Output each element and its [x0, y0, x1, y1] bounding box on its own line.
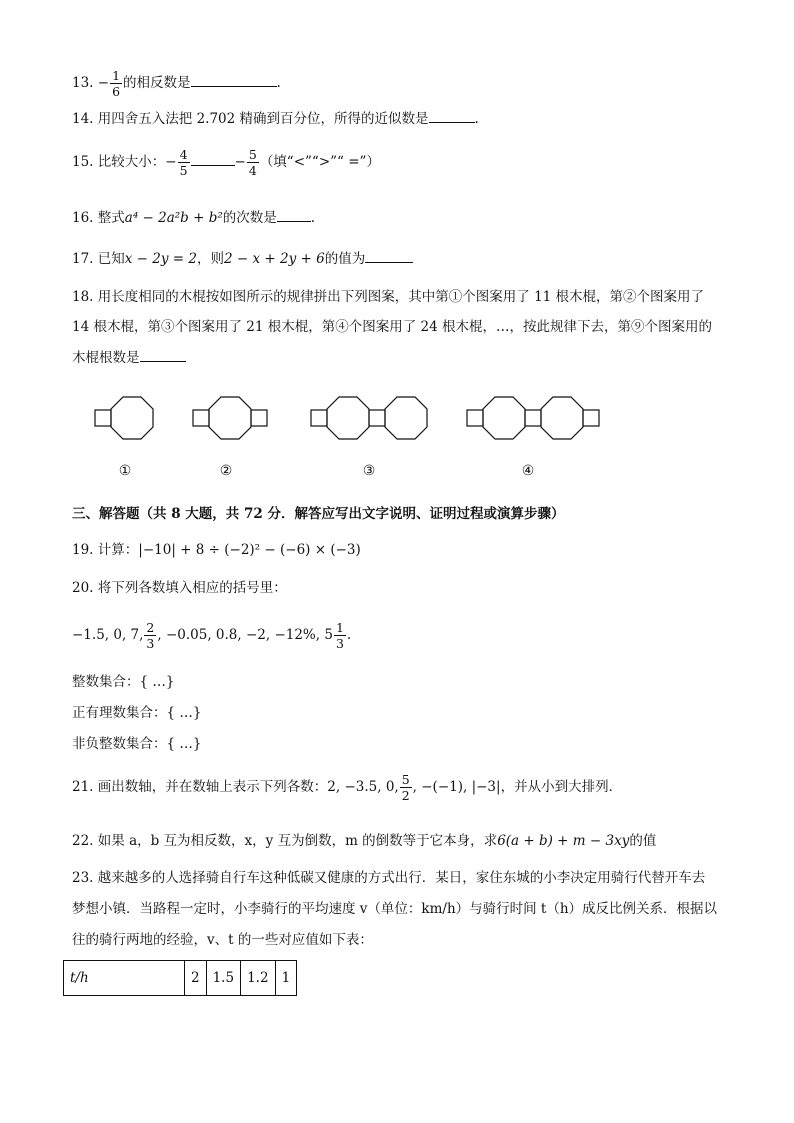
- question-23-line2: [72, 899, 717, 919]
- period: .: [276, 75, 281, 91]
- fraction: [247, 147, 259, 178]
- question-text: 将下列各数填入相应的括号里：: [97, 580, 287, 596]
- math-expression: 2 − x + 2y + 6: [224, 251, 325, 267]
- table-cell: 1.2: [241, 961, 275, 996]
- answer-blank[interactable]: [140, 347, 186, 362]
- square-shape: [369, 410, 385, 426]
- number-text: −1.5, 0, 7,: [72, 627, 144, 643]
- octagon-shape: [209, 397, 251, 439]
- question-number: 19.: [72, 542, 94, 558]
- question-text: 计算：: [97, 542, 139, 558]
- fraction: [400, 772, 412, 803]
- math-expression: 6(a + b) + m − 3xy: [497, 833, 630, 849]
- question-number: 14.: [72, 111, 94, 127]
- integer-set[interactable]: 整数集合：{ …}: [72, 674, 175, 690]
- math-expression: x − 2y = 2: [124, 251, 197, 267]
- question-13: [72, 68, 281, 99]
- question-text: 画出数轴，并在数轴上表示下列各数：: [97, 779, 328, 795]
- answer-blank[interactable]: [191, 72, 277, 87]
- denominator: 6: [112, 84, 121, 99]
- question-text: 梦想小镇．当路程一定时，小李骑行的平均速度 v（单位：km/h）与骑行时间 t（h）成反比例关系．根据以: [72, 901, 718, 917]
- number-text: , −0.05, 0.8, −2, −12%, 5: [157, 627, 333, 643]
- square-shape: [583, 410, 599, 426]
- figure-label: ①: [118, 463, 132, 479]
- numerator: 5: [248, 147, 257, 162]
- question-18-line2: [72, 317, 712, 337]
- question-number: 17.: [72, 251, 94, 267]
- period: .: [474, 111, 479, 127]
- question-text: 14 根木棍，第③个图案用了 21 根木棍，第④个图案用了 24 根木棍，…，按此规律下去，第⑨个图案用的: [72, 319, 712, 335]
- hint-text: （填“<”“>”“ =”）: [259, 154, 380, 170]
- number-text: 2, −3.5, 0,: [327, 779, 399, 795]
- nonnegative-integer-set[interactable]: 非负整数集合：{ …}: [72, 736, 202, 752]
- positive-rational-set[interactable]: 正有理数集合：{ …}: [72, 705, 202, 721]
- question-number: 23.: [72, 870, 94, 886]
- square-shape: [251, 410, 267, 426]
- question-number: 15.: [72, 154, 94, 170]
- question-17: [72, 248, 413, 269]
- question-text: ，并从小到大排列．: [500, 779, 623, 795]
- numerator: 1: [335, 620, 344, 635]
- square-shape: [95, 410, 111, 426]
- question-text: 往的骑行两地的经验，v、t 的一些对应值如下表：: [72, 932, 373, 948]
- question-14: [72, 108, 479, 129]
- question-text: 整式: [97, 210, 125, 226]
- minus-sign: −: [165, 154, 177, 170]
- value-table: [63, 960, 297, 996]
- stick-pattern-figure: [0, 385, 794, 455]
- answer-blank[interactable]: [191, 151, 235, 166]
- square-shape: [525, 410, 541, 426]
- table-cell: 2: [185, 961, 207, 996]
- octagon-shape: [111, 397, 153, 439]
- fraction: [110, 68, 122, 99]
- minus-sign: −: [97, 75, 110, 91]
- math-expression: a⁴ − 2a²b + b²: [124, 210, 223, 226]
- math-expression: |−10| + 8 ÷ (−2)² − (−6) × (−3): [138, 542, 361, 558]
- question-18-line1: [72, 287, 704, 307]
- period: .: [346, 627, 352, 643]
- minus-sign: −: [234, 154, 246, 170]
- denominator: 5: [179, 163, 188, 178]
- octagon-shape: [483, 397, 525, 439]
- square-shape: [467, 410, 483, 426]
- question-number: 22.: [72, 833, 94, 849]
- table-cell: 1: [275, 961, 297, 996]
- figure-label: ④: [521, 463, 535, 479]
- period: .: [310, 210, 316, 226]
- square-shape: [311, 410, 327, 426]
- octagon-shape: [327, 397, 369, 439]
- question-text: 的相反数是: [123, 75, 191, 91]
- question-19: [72, 540, 361, 560]
- question-15: [72, 147, 380, 178]
- question-21: [72, 772, 622, 803]
- question-text: 用长度相同的木棍按如图所示的规律拼出下列图案，其中第①个图案用了 11 根木棍，第②个图案用了: [97, 289, 705, 305]
- figure-label: ③: [362, 463, 376, 479]
- square-shape: [193, 410, 209, 426]
- numerator: 5: [401, 772, 410, 787]
- denominator: 3: [335, 636, 344, 651]
- question-text: 的次数是: [222, 210, 277, 226]
- question-number: 13.: [72, 75, 94, 91]
- numerator: 4: [179, 147, 188, 162]
- question-text: 如果 a，b 互为相反数，x，y 互为倒数，m 的倒数等于它本身，求: [97, 833, 498, 849]
- answer-blank[interactable]: [429, 108, 475, 123]
- question-23-line1: [72, 868, 705, 888]
- number-list: [72, 620, 351, 651]
- question-16: [72, 207, 315, 228]
- octagon-shape: [541, 397, 583, 439]
- table-header: t/h: [70, 970, 89, 986]
- octagon-shape: [385, 397, 427, 439]
- question-18-line3: [72, 347, 186, 368]
- fraction: [178, 147, 190, 178]
- question-number: 18.: [72, 289, 94, 305]
- question-text: 木棍根数是: [72, 350, 140, 366]
- section-title: 三、解答题（共 8 大题，共 72 分．解答应写出文字说明、证明过程或演算步骤）: [72, 506, 565, 522]
- question-text: 的值: [629, 833, 657, 849]
- table-row: [64, 961, 297, 996]
- question-text: 越来越多的人选择骑自行车这种低碳又健康的方式出行．某日，家住东城的小李决定用骑行代替开车去: [97, 870, 706, 886]
- question-text: 比较大小：: [97, 154, 166, 170]
- answer-blank[interactable]: [277, 207, 311, 222]
- numerator: 1: [112, 68, 121, 83]
- denominator: 2: [401, 788, 410, 803]
- question-20: [72, 578, 287, 598]
- answer-blank[interactable]: [365, 248, 413, 263]
- fraction: [144, 620, 156, 651]
- question-23-line3: [72, 930, 373, 950]
- question-number: 20.: [72, 580, 94, 596]
- table-header-cell: [64, 961, 185, 996]
- denominator: 4: [248, 163, 257, 178]
- table-cell: 1.5: [206, 961, 240, 996]
- question-22: [72, 831, 656, 851]
- number-text: , −(−1), |−3|: [412, 779, 501, 795]
- figure-label: ②: [219, 463, 233, 479]
- question-text: 已知: [97, 251, 125, 267]
- question-text: ，则: [197, 251, 224, 267]
- denominator: 3: [146, 636, 155, 651]
- fraction: [334, 620, 346, 651]
- question-number: 21.: [72, 779, 94, 795]
- question-text: 的值为: [324, 251, 366, 267]
- numerator: 2: [146, 620, 155, 635]
- question-text: 用四舍五入法把 2.702 精确到百分位，所得的近似数是: [97, 111, 429, 127]
- question-number: 16.: [72, 210, 94, 226]
